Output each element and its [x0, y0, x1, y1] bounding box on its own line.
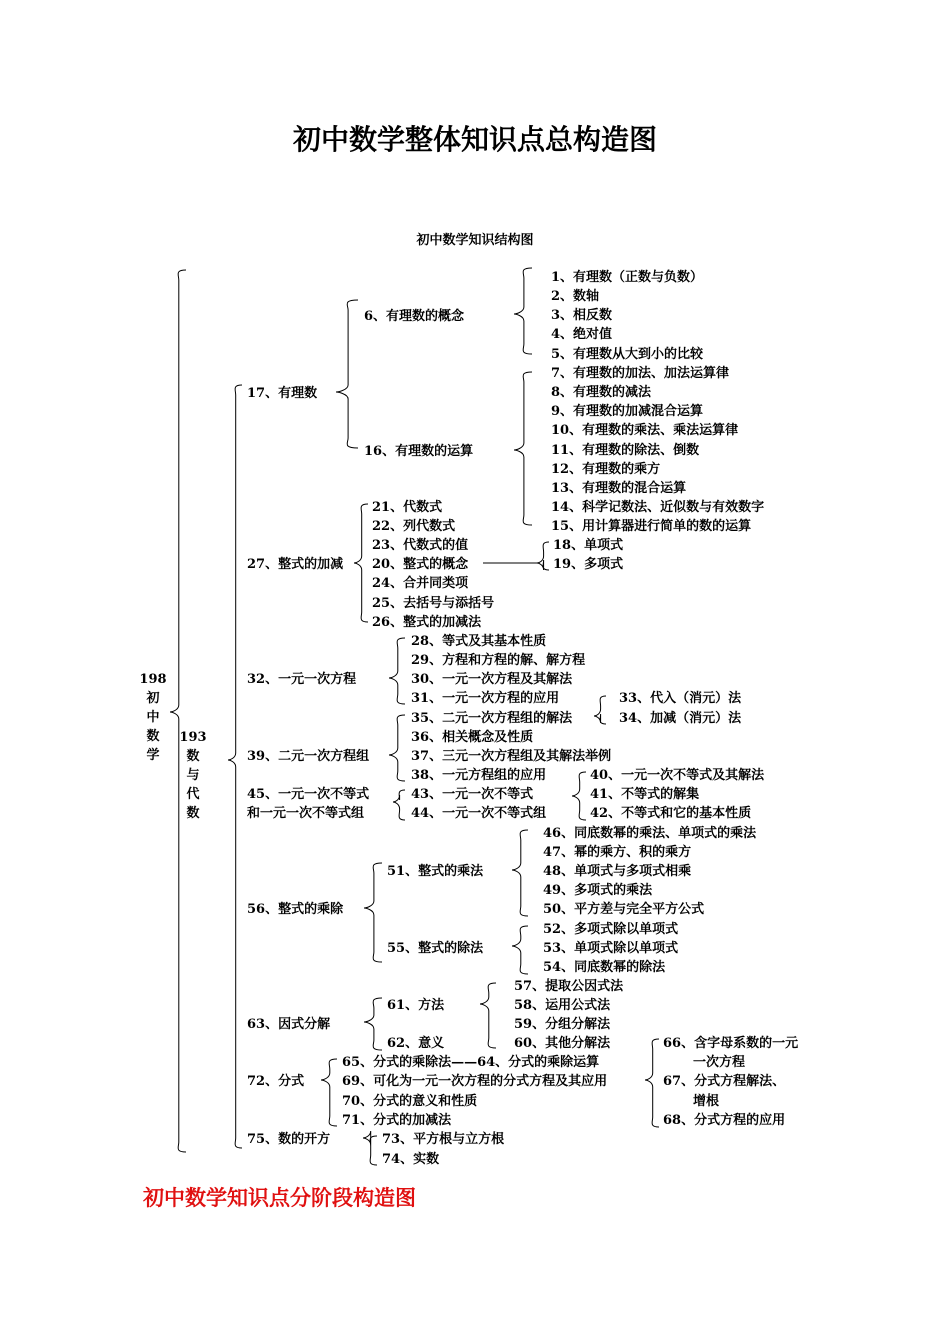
- node-label: 49、多项式的乘法: [543, 883, 653, 898]
- node-label: 52、多项式除以单项式: [543, 922, 679, 937]
- node-label: 6、有理数的概念: [364, 309, 465, 324]
- node-label: 70、分式的意义和性质: [342, 1094, 478, 1109]
- node-label: 74、实数: [382, 1152, 440, 1167]
- node-label: 68、分式方程的应用: [663, 1113, 786, 1128]
- node-label: 35、二元一次方程组的解法: [411, 711, 573, 726]
- node-label: 增根: [693, 1094, 720, 1109]
- node-label: 25、去括号与添括号: [372, 596, 495, 611]
- brace: [512, 926, 528, 974]
- diagram-caption: 初中数学知识结构图: [416, 233, 534, 248]
- node-label: 46、同底数幂的乘法、单项式的乘法: [543, 826, 757, 841]
- root-node-label: 中: [146, 710, 160, 725]
- node-label: 4、绝对值: [551, 327, 613, 342]
- node-label: 19、多项式: [553, 557, 624, 572]
- node-label: 8、有理数的减法: [551, 385, 652, 400]
- node-label: 55、整式的除法: [387, 941, 484, 956]
- brace: [170, 270, 186, 1152]
- node-label: 18、单项式: [553, 538, 624, 553]
- node-label: 58、运用公式法: [514, 998, 611, 1013]
- node-label: 62、意义: [387, 1036, 445, 1051]
- node-label: 57、提取公因式法: [514, 979, 624, 994]
- node-label: 1、有理数（正数与负数）: [551, 270, 704, 285]
- branch-node-label: 193: [179, 730, 207, 745]
- page-title: 初中数学整体知识点总构造图: [292, 123, 657, 156]
- node-label: 23、代数式的值: [372, 538, 469, 553]
- branch-node-label: 代: [186, 787, 200, 802]
- tree-labels: [139, 269, 798, 1167]
- node-label: 42、不等式和它的基本性质: [590, 806, 752, 821]
- brace: [480, 983, 496, 1048]
- brace: [645, 1039, 659, 1127]
- node-label: 51、整式的乘法: [387, 864, 484, 879]
- root-node-label: 学: [146, 748, 160, 763]
- node-label: 60、其他分解法: [514, 1036, 611, 1051]
- brace: [514, 372, 532, 525]
- node-label: 31、一元一次方程的应用: [411, 691, 560, 706]
- node-label: 22、列代数式: [372, 519, 456, 534]
- node-label: 12、有理数的乘方: [551, 462, 661, 477]
- node-label: 14、科学记数法、近似数与有效数字: [551, 500, 765, 515]
- node-label: 17、有理数: [247, 386, 318, 401]
- root-node-label: 数: [146, 729, 160, 744]
- node-label: 28、等式及其基本性质: [411, 634, 547, 649]
- node-label: 73、平方根与立方根: [382, 1132, 505, 1147]
- node-label: 34、加减（消元）法: [619, 711, 742, 726]
- node-label: 3、相反数: [551, 308, 613, 323]
- node-label: 39、二元一次方程组: [247, 749, 370, 764]
- node-label: 59、分组分解法: [514, 1017, 611, 1032]
- brace: [514, 268, 532, 354]
- section-heading: 初中数学知识点分阶段构造图: [143, 1186, 416, 1210]
- node-label: 44、一元一次不等式组: [411, 806, 547, 821]
- node-label: 72、分式: [247, 1074, 305, 1089]
- node-label: 11、有理数的除法、倒数: [551, 443, 700, 458]
- node-label: 一次方程: [693, 1055, 746, 1070]
- node-label: 67、分式方程解法、: [663, 1074, 786, 1089]
- node-label: 75、数的开方: [247, 1132, 331, 1147]
- brace: [364, 998, 382, 1050]
- node-label: 41、不等式的解集: [590, 787, 700, 802]
- node-label: 47、幂的乘方、积的乘方: [543, 845, 692, 860]
- node-label: 7、有理数的加法、加法运算律: [551, 366, 730, 381]
- node-label: 43、一元一次不等式: [411, 787, 534, 802]
- node-label: 50、平方差与完全平方公式: [543, 902, 705, 917]
- node-label: 33、代入（消元）法: [619, 691, 742, 706]
- root-node-label: 198: [139, 672, 167, 687]
- node-label: 45、一元一次不等式: [247, 787, 370, 802]
- node-label: 56、整式的乘除: [247, 902, 344, 917]
- node-label: 40、一元一次不等式及其解法: [590, 768, 765, 783]
- brace: [594, 696, 606, 724]
- brace: [321, 1059, 337, 1126]
- node-label: 20、整式的概念: [372, 557, 469, 572]
- node-label: 10、有理数的乘法、乘法运算律: [551, 423, 739, 438]
- node-label: 54、同底数幂的除法: [543, 960, 666, 975]
- brace: [393, 790, 405, 820]
- brace: [364, 863, 382, 962]
- brace: [228, 385, 242, 1148]
- brace: [354, 504, 368, 622]
- node-label: 24、合并同类项: [372, 576, 469, 591]
- node-label: 32、一元一次方程: [247, 672, 357, 687]
- node-label: 36、相关概念及性质: [411, 730, 534, 745]
- node-label: 和一元一次不等式组: [247, 806, 365, 821]
- node-label: 27、整式的加减: [247, 557, 344, 572]
- node-label: 38、一元方程组的应用: [411, 768, 547, 783]
- brace: [389, 638, 405, 704]
- node-label: 69、可化为一元一次方程的分式方程及其应用: [342, 1074, 608, 1089]
- node-label: 71、分式的加减法: [342, 1113, 452, 1128]
- node-label: 16、有理数的运算: [364, 444, 474, 459]
- node-label: 63、因式分解: [247, 1017, 331, 1032]
- node-label: 15、用计算器进行简单的数的运算: [551, 519, 752, 534]
- node-label: 30、一元一次方程及其解法: [411, 672, 573, 687]
- node-label: 13、有理数的混合运算: [551, 481, 687, 496]
- brace: [512, 830, 528, 916]
- node-label: 5、有理数从大到小的比较: [551, 347, 704, 362]
- brace: [389, 715, 405, 781]
- root-node-label: 初: [146, 691, 160, 706]
- node-label: 26、整式的加减法: [372, 615, 482, 630]
- node-label: 37、三元一次方程组及其解法举例: [411, 749, 612, 764]
- node-label: 48、单项式与多项式相乘: [543, 864, 692, 879]
- brace: [363, 1131, 377, 1165]
- brace: [572, 772, 586, 820]
- branch-node-label: 数: [186, 806, 200, 821]
- node-label: 53、单项式除以单项式: [543, 941, 679, 956]
- node-label: 21、代数式: [372, 500, 443, 515]
- node-label: 2、数轴: [551, 289, 600, 304]
- branch-node-label: 数: [186, 749, 200, 764]
- node-label: 66、含字母系数的一元: [663, 1036, 799, 1051]
- branch-node-label: 与: [186, 768, 200, 783]
- node-label: 61、方法: [387, 998, 445, 1013]
- brace: [537, 542, 549, 570]
- brace: [336, 300, 358, 448]
- node-label: 29、方程和方程的解、解方程: [411, 653, 586, 668]
- node-label: 9、有理数的加减混合运算: [551, 404, 704, 419]
- node-label: 65、分式的乘除法——64、分式的乘除运算: [342, 1055, 600, 1070]
